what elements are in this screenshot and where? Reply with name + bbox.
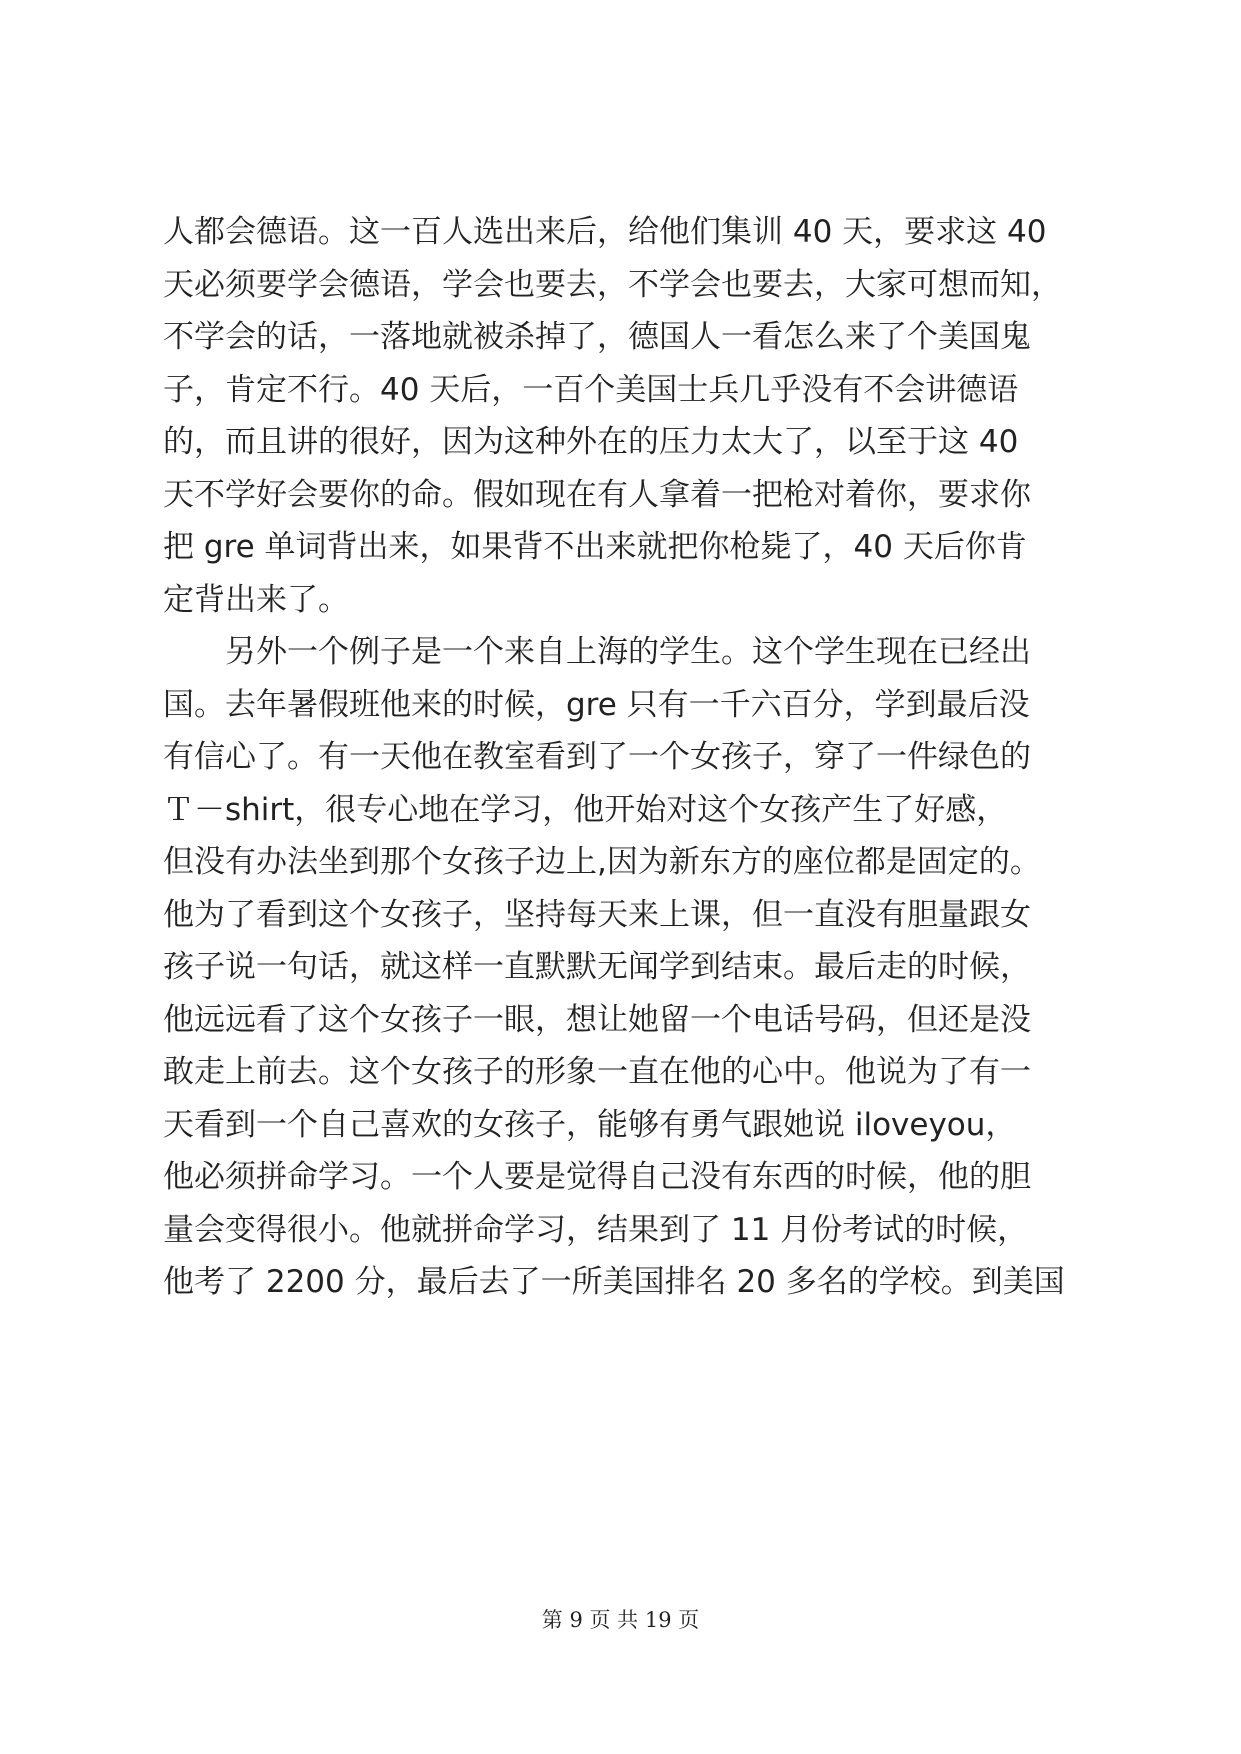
text-line: 有信心了。有一天他在教室看到了一个女孩子，穿了一件绿色的 — [163, 739, 1031, 775]
text-line: 他考了 2200 分，最后去了一所美国排名 20 多名的学校。到美国 — [163, 1264, 1065, 1300]
text-line: Ｔ－shirt，很专心地在学习，他开始对这个女孩产生了好感， — [163, 791, 1008, 828]
text-line: 另外一个例子是一个来自上海的学生。这个学生现在已经出 — [163, 634, 1031, 670]
text-line: 他必须拼命学习。一个人要是觉得自己没有东西的时候，他的胆 — [163, 1159, 1031, 1195]
text-line: 把 gre 单词背出来，如果背不出来就把你枪毙了，40 天后你肯 — [163, 529, 1027, 565]
text-line: 但没有办法坐到那个女孩子边上,因为新东方的座位都是固定的。 — [163, 844, 1041, 880]
text-line: 子，肯定不行。40 天后，一百个美国士兵几乎没有不会讲德语 — [163, 371, 1019, 408]
text-line: 他为了看到这个女孩子，坚持每天来上课，但一直没有胆量跟女 — [163, 896, 1031, 933]
text-line: 量会变得很小。他就拼命学习，结果到了 11 月份考试的时候， — [163, 1211, 1029, 1248]
text-line: 天必须要学会德语，学会也要去，不学会也要去，大家可想而知， — [163, 266, 1062, 303]
text-line: 敢走上前去。这个女孩子的形象一直在他的心中。他说为了有一 — [163, 1054, 1031, 1090]
text-line: 天不学好会要你的命。假如现在有人拿着一把枪对着你，要求你 — [163, 476, 1031, 513]
text-line: 不学会的话，一落地就被杀掉了，德国人一看怎么来了个美国鬼 — [163, 319, 1031, 355]
text-line: 孩子说一句话，就这样一直默默无闻学到结束。最后走的时候， — [163, 949, 1031, 985]
text-line: 的，而且讲的很好，因为这种外在的压力太大了，以至于这 40 — [163, 424, 1019, 460]
page-footer: 第 9 页 共 19 页 — [541, 1608, 700, 1632]
text-line: 天看到一个自己喜欢的女孩子，能够有勇气跟她说 iloveyou， — [163, 1106, 1017, 1143]
text-line: 他远远看了这个女孩子一眼，想让她留一个电话号码，但还是没 — [163, 1001, 1031, 1038]
text-line: 定背出来了。 — [163, 581, 349, 618]
text-line: 人都会德语。这一百人选出来后，给他们集训 40 天，要求这 40 — [163, 214, 1047, 250]
text-line: 国。去年暑假班他来的时候，gre 只有一千六百分，学到最后没 — [163, 686, 1030, 723]
